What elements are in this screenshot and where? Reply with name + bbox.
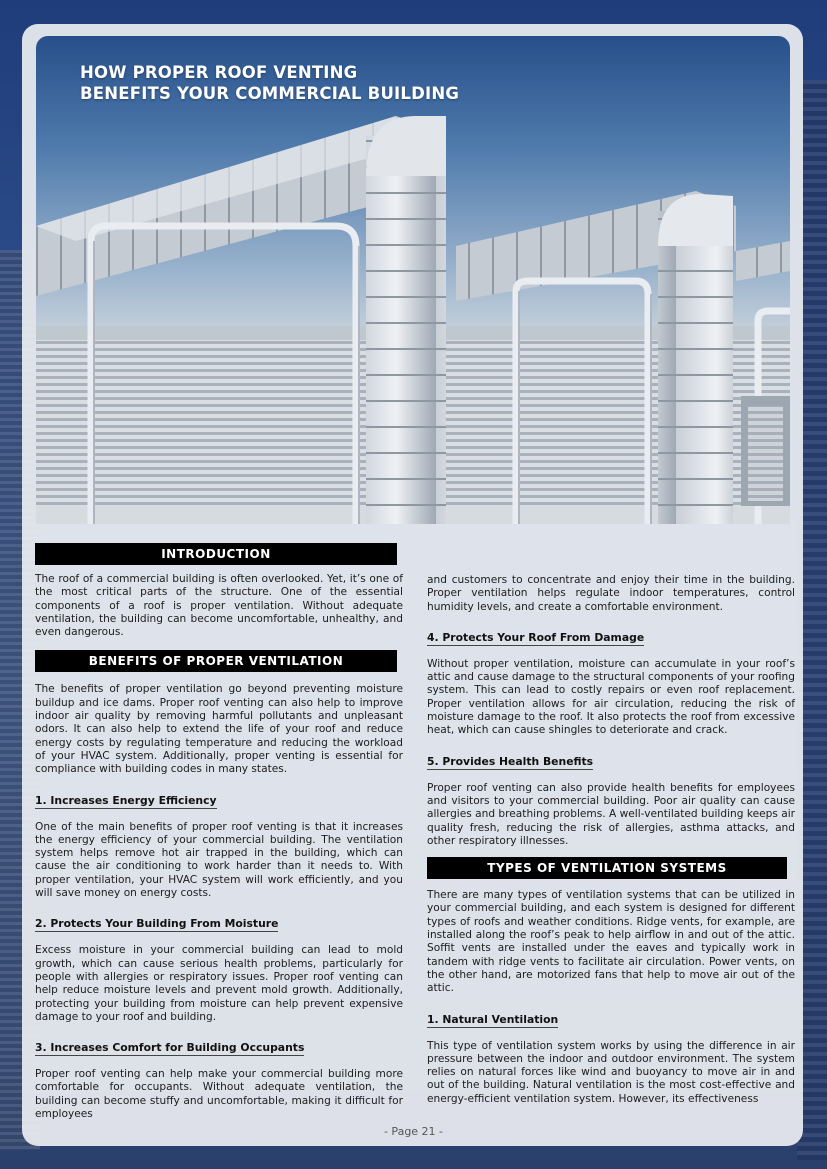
types-heading: TYPES OF VENTILATION SYSTEMS [427,857,787,879]
rooftop-ducts-illustration [36,36,790,524]
energy-efficiency-heading: 1. Increases Energy Efficiency [35,793,217,807]
types-paragraph: There are many types of ventilation systems that can be utilized in your commercial building, and each system is designed for different types of roofs and weather conditions. Ridge vents, for example, are installed along the roof’s peak to help airflow in and out of the attic. Soffit vents are installed under the eaves and typically work in tandem with ridge vents to facilitate air circulation. Power vents, on the other hand, are motorized fans that help to move air out of the attic. [427,889,795,995]
hero-image [36,36,790,524]
page-title [80,62,459,104]
natural-ventilation-heading: 1. Natural Ventilation [427,1012,559,1026]
comfort-paragraph-continued: and customers to concentrate and enjoy their time in the building. Proper ventilation helps regulate indoor temperatures, control humidity levels, and create a comfortable environment. [427,574,795,613]
page-number: - Page 21 - [383,1125,444,1138]
benefits-heading: BENEFITS OF PROPER VENTILATION [35,650,397,672]
left-column [35,543,403,1121]
roof-damage-heading: 4. Protects Your Roof From Damage [427,630,645,644]
right-column [427,574,795,1106]
moisture-heading: 2. Protects Your Building From Moisture [35,917,279,931]
introduction-paragraph: The roof of a commercial building is often overlooked. Yet, it’s one of the most critical parts of the structure. One of the essential components of a roof is proper ventilation. Without adequate ventilation, the building can become uncomfortable, unhealthy, and even dangerous. [35,573,403,639]
comfort-heading: 3. Increases Comfort for Building Occupants [35,1041,305,1055]
roof-damage-paragraph: Without proper ventilation, moisture can accumulate in your roof’s attic and cause damage to the structural components of your roofing system. This can lead to costly repairs or even roof replacement. Proper ventilation allows for air circulation, reducing the risk of moisture damage to the roof. It also protects the roof from excessive heat, which can cause shingles to deteriorate and crack. [427,657,795,737]
title-line-2: BENEFITS YOUR COMMERCIAL BUILDING [80,84,460,103]
introduction-heading: INTRODUCTION [35,543,397,565]
benefits-paragraph: The benefits of proper ventilation go beyond preventing moisture buildup and ice dams. Proper roof venting can also help to improve indoor air quality by removing harmful pollutants and unpleasant odors. It can also help to extend the life of your roof and reduce energy costs by regulating temperature and reducing the workload of your HVAC system. Additionally, proper venting is essential for compliance with building codes in many states. [35,683,403,776]
health-heading: 5. Provides Health Benefits [427,754,594,768]
energy-efficiency-paragraph: One of the main benefits of proper roof venting is that it increases the energy efficiency of your commercial building. The ventilation system helps remove hot air trapped in the building, which can cause the air conditioning to work harder than it needs to. With proper ventilation, your HVAC system will work efficiently, and you will save money on energy costs. [35,820,403,900]
title-line-1: HOW PROPER ROOF VENTING [80,63,358,82]
natural-ventilation-paragraph: This type of ventilation system works by using the difference in air pressure between the indoor and outdoor environment. The system relies on natural forces like wind and buoyancy to move air in and out of the building. Natural ventilation is the most cost-effective and energy-efficient ventilation system. However, its effectiveness [427,1039,795,1105]
comfort-paragraph: Proper roof venting can help make your commercial building more comfortable for occupants. Without adequate ventilation, the building can become stuffy and uncomfortable, making it difficult for employees [35,1068,403,1121]
health-paragraph: Proper roof venting can also provide health benefits for employees and visitors to your commercial building. Poor air quality can cause allergies and breathing problems. A well-ventilated building keeps air quality fresh, reducing the risk of allergies, asthma attacks, and other respiratory illnesses. [427,781,796,847]
moisture-paragraph: Excess moisture in your commercial building can lead to mold growth, which can cause serious health problems, particularly for people with allergies or respiratory issues. Proper roof venting can help reduce moisture levels and prevent mold growth. Additionally, protecting your building from moisture can help prevent expensive damage to your roof and building. [35,944,403,1023]
